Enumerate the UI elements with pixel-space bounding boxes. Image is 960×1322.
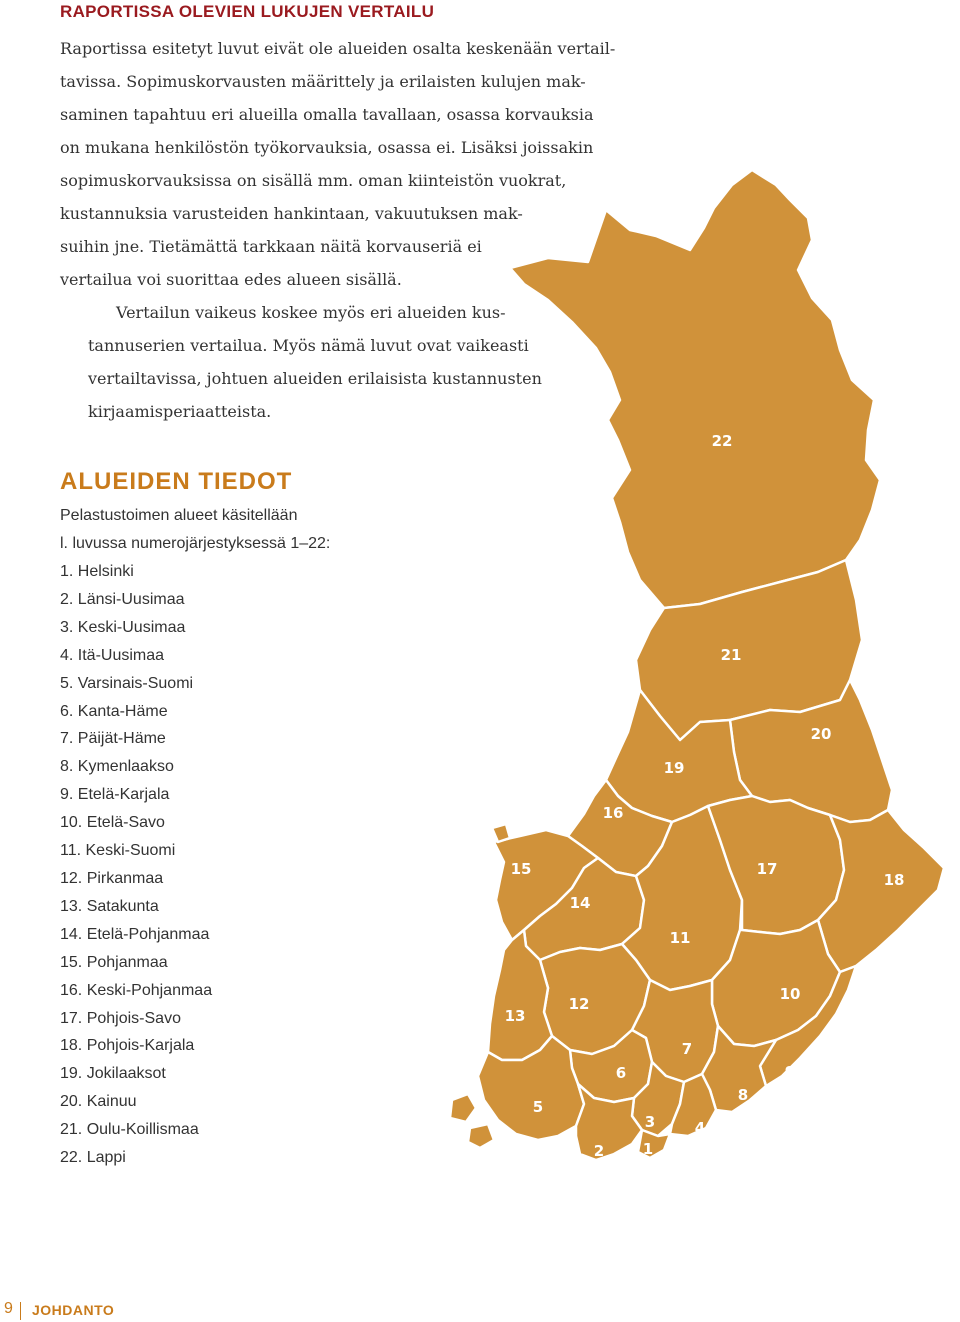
list-item: 14. Etelä-Pohjanmaa [60, 925, 210, 943]
map-label-19: 19 [663, 759, 685, 777]
text-line: tavissa. Sopimuskorvausten määrittely ja erilaisten kulujen mak- [60, 72, 586, 91]
text-line: tannuserien vertailua. Myös nämä luvut ovat vaikeasti [88, 336, 529, 355]
list-item: 21. Oulu-Koillismaa [60, 1121, 199, 1139]
text-line: vertailua voi suorittaa edes alueen sisällä. [60, 270, 402, 289]
list-item: 12. Pirkanmaa [60, 869, 164, 887]
map-label-15: 15 [510, 860, 532, 878]
list-item: 4. Itä-Uusimaa [60, 646, 165, 664]
map-label-5: 5 [532, 1098, 544, 1116]
text-line: Vertailun vaikeus koskee myös eri alueiden kus- [116, 303, 506, 322]
map-label-8: 8 [737, 1086, 749, 1104]
list-item: 20. Kainuu [60, 1093, 137, 1111]
list-item: 9. Etelä-Karjala [60, 786, 170, 804]
text-line: sopimuskorvauksissa on sisällä mm. oman kiinteistön vuokrat, [60, 171, 567, 190]
map-label-17: 17 [756, 860, 778, 878]
list-item: 18. Pohjois-Karjala [60, 1037, 195, 1055]
list-item: 17. Pohjois-Savo [60, 1009, 181, 1027]
list-item: 6. Kanta-Häme [60, 702, 168, 720]
intro-line: Pelastustoimen alueet käsitellään [60, 507, 298, 524]
map-label-1: 1 [642, 1140, 654, 1158]
text-line: on mukana henkilöstön työkorvauksia, osassa ei. Lisäksi joissakin [60, 138, 594, 157]
footer-divider [20, 1302, 21, 1320]
region-22-lappi[interactable] [510, 170, 880, 608]
footer-section-label: JOHDANTO [32, 1302, 115, 1318]
map-label-11: 11 [669, 929, 691, 947]
map-label-4: 4 [694, 1119, 706, 1137]
map-label-13: 13 [504, 1007, 526, 1025]
list-item: 7. Päijät-Häme [60, 730, 166, 748]
map-label-7: 7 [681, 1040, 693, 1058]
list-item: 3. Keski-Uusimaa [60, 618, 186, 636]
map-label-3: 3 [644, 1113, 656, 1131]
map-label-9: 9 [784, 1063, 796, 1081]
map-label-21: 21 [720, 646, 742, 664]
text-line: suihin jne. Tietämättä tarkkaan näitä korvauseriä ei [60, 237, 482, 256]
text-line: Raportissa esitetyt luvut eivät ole alueiden osalta keskenään vertail- [60, 39, 616, 58]
page-number: 9 [4, 1300, 13, 1317]
list-item: 8. Kymenlaakso [60, 758, 174, 776]
archipelago-island [450, 1094, 476, 1122]
text-line: kirjaamisperiaatteista. [88, 402, 272, 421]
list-item: 22. Lappi [60, 1149, 126, 1167]
list-item: 10. Etelä-Savo [60, 814, 165, 832]
regions-title: ALUEIDEN TIEDOT [60, 468, 293, 495]
map-label-16: 16 [602, 804, 624, 822]
list-item: 19. Jokilaaksot [60, 1065, 166, 1083]
text-line: kustannuksia varusteiden hankintaan, vakuutuksen mak- [60, 204, 523, 223]
text-line: vertailtavissa, johtuen alueiden erilaisista kustannusten [88, 369, 542, 388]
map-label-20: 20 [810, 725, 832, 743]
map-label-10: 10 [779, 985, 801, 1003]
archipelago-island [492, 824, 510, 842]
archipelago-island [468, 1124, 494, 1148]
map-label-14: 14 [569, 894, 591, 912]
list-item: 16. Keski-Pohjanmaa [60, 981, 213, 999]
map-label-6: 6 [615, 1064, 627, 1082]
list-item: 15. Pohjanmaa [60, 953, 168, 971]
section-heading: RAPORTISSA OLEVIEN LUKUJEN VERTAILU [60, 2, 435, 21]
text-line: saminen tapahtuu eri alueilla omalla tavallaan, osassa korvauksia [60, 105, 594, 124]
list-item: 13. Satakunta [60, 897, 159, 915]
list-item: 2. Länsi-Uusimaa [60, 590, 185, 608]
map-label-2: 2 [593, 1142, 605, 1160]
intro-line: l. luvussa numerojärjestyksessä 1–22: [60, 535, 331, 552]
list-item: 11. Keski-Suomi [60, 842, 176, 860]
map-label-22: 22 [711, 432, 733, 450]
list-item: 1. Helsinki [60, 563, 134, 580]
map-label-12: 12 [568, 995, 590, 1013]
list-item: 5. Varsinais-Suomi [60, 674, 194, 692]
map-label-18: 18 [883, 871, 905, 889]
